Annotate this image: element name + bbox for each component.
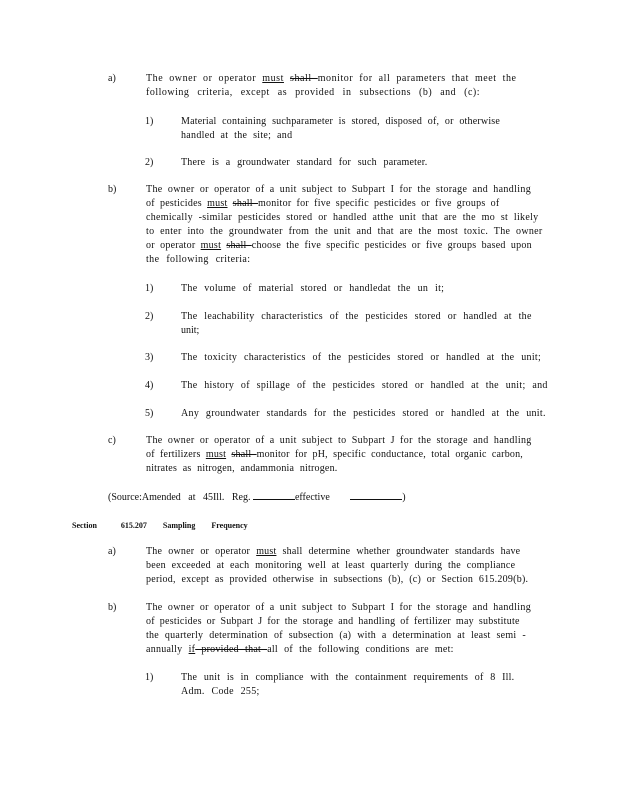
text-line: the following criteria: [146, 254, 251, 265]
section-number: Section 615.207 [72, 521, 147, 530]
text-line [146, 448, 532, 462]
section-title: Sampling Frequency [162, 521, 248, 530]
inserted-text: must [207, 198, 228, 209]
date-blank [350, 490, 402, 500]
paragraph-label: a) [108, 546, 116, 557]
inserted-text: if [188, 644, 196, 655]
paragraph-label: a) [108, 73, 116, 84]
text-line: of pesticides or Subpart J for the storage and handling of fertilizer may substitute [146, 616, 520, 627]
text-line: There is a groundwater standard for such parameter. [181, 157, 428, 168]
text-line [146, 72, 517, 86]
source-prefix: (Source:Amended at 45Ill. Reg. [108, 492, 251, 503]
text-run: choose the five specific pesticides or five groups based upon [251, 240, 532, 251]
text-line: to enter into the groundwater from the unit and that are the most toxic. The owner [146, 226, 543, 237]
deleted-text: shall [290, 73, 318, 84]
deleted-text: provided that [195, 644, 268, 655]
inserted-text: must [262, 73, 284, 84]
text-run: monitor for all parameters that meet the [317, 73, 517, 84]
text-line: The leachability characteristics of the pesticides stored or handled at the [181, 311, 532, 322]
text-run: of fertilizers [146, 449, 206, 460]
text-run: all of the following conditions are met: [267, 644, 454, 655]
text-run: shall determine whether groundwater standards have [276, 546, 521, 557]
deleted-text: shall [231, 449, 257, 460]
text-line: the quarterly determination of subsection (a) with a determination at least semi - [146, 630, 526, 641]
source-note [108, 490, 406, 505]
text-run: of pesticides [146, 198, 208, 209]
paragraph-label: b) [108, 602, 117, 613]
source-effective: effective [294, 492, 330, 503]
inserted-text: must [256, 546, 277, 557]
text-line [146, 239, 543, 253]
text-line [146, 197, 543, 211]
text-run: annually [146, 644, 189, 655]
item-label: 5) [145, 408, 154, 419]
item-label: 1) [145, 283, 154, 294]
text-run: The owner or operator [146, 546, 257, 557]
text-line: The history of spillage of the pesticides stored or handled at the unit; and [181, 380, 548, 391]
source-suffix: ) [402, 492, 406, 503]
item-label: 2) [145, 311, 154, 322]
section-heading [72, 519, 248, 533]
text-line: The owner or operator of a unit subject to Subpart J for the storage and handling [146, 435, 532, 446]
text-line: The unit is in compliance with the containment requirements of 8 Ill. [181, 672, 515, 683]
text-run: monitor for five specific pesticides or five groups of [257, 198, 500, 209]
text-run: or operator [146, 240, 201, 251]
text-line: chemically -similar pesticides stored or handled atthe unit that are the mo st likely [146, 212, 539, 223]
text-line: The owner or operator of a unit subject to Subpart I for the storage and handling [146, 602, 532, 613]
item-label: 1) [145, 672, 154, 683]
item-label: 2) [145, 157, 154, 168]
text-line: period, except as provided otherwise in subsections (b), (c) or Section 615.209(b). [146, 574, 529, 585]
inserted-text: must [200, 240, 222, 251]
text-line: following criteria, except as provided in subsections (b) and (c): [146, 87, 481, 98]
date-blank [253, 490, 295, 500]
paragraph-label: c) [108, 435, 116, 446]
text-line: handled at the site; and [181, 130, 293, 141]
text-line: Any groundwater standards for the pesticides stored or handled at the unit. [181, 408, 546, 419]
inserted-text: must [205, 449, 227, 460]
item-label: 3) [145, 352, 154, 363]
text-line: Adm. Code 255; [181, 686, 260, 697]
text-line: The toxicity characteristics of the pesticides stored or handled at the unit; [181, 352, 542, 363]
deleted-text: shall [232, 198, 258, 209]
deleted-text: shall [226, 240, 252, 251]
text-run: monitor for pH, specific conductance, total organic carbon, [256, 449, 523, 460]
text-line: unit; [181, 325, 200, 336]
item-label: 1) [145, 116, 154, 127]
text-line: The volume of material stored or handledat the un it; [181, 283, 445, 294]
text-line: Material containing suchparameter is stored, disposed of, or otherwise [181, 116, 501, 127]
text-line: The owner or operator of a unit subject to Subpart I for the storage and handling [146, 184, 532, 195]
text-line: nitrates as nitrogen, andammonia nitrogen. [146, 463, 338, 474]
text-line [146, 545, 528, 559]
text-run: The owner or operator [146, 73, 263, 84]
paragraph-label: b) [108, 184, 117, 195]
item-label: 4) [145, 380, 154, 391]
text-line [146, 643, 531, 657]
text-line: been exceeded at each monitoring well at least quarterly during the compliance [146, 560, 516, 571]
